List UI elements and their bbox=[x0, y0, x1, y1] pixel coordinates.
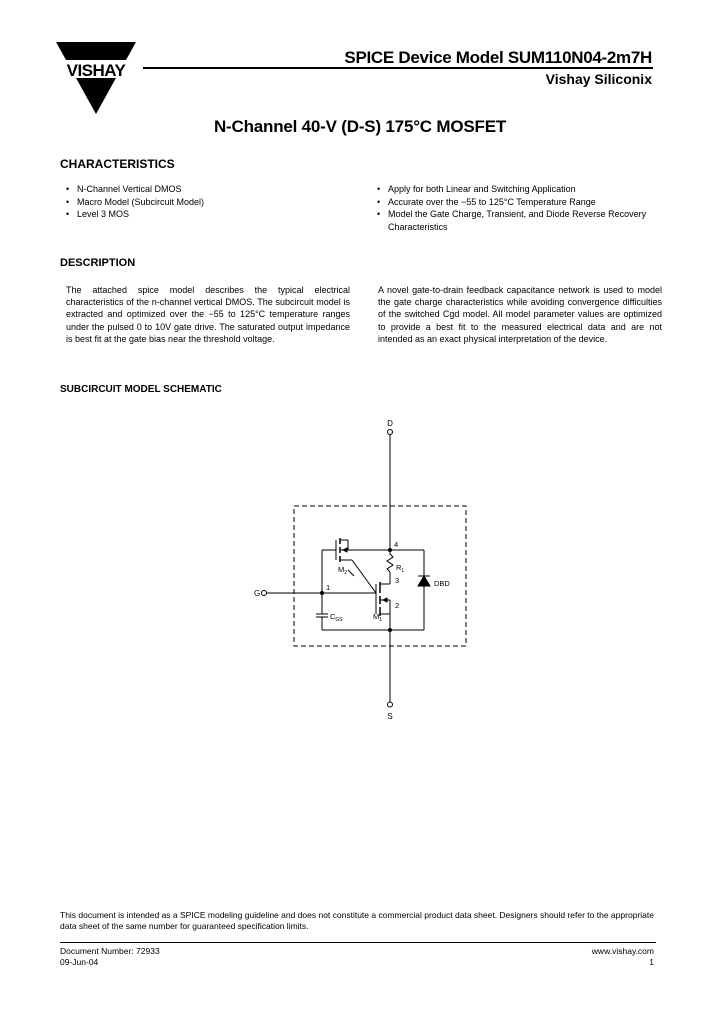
brand-text: VISHAY bbox=[66, 61, 126, 80]
list-item: • Accurate over the −55 to 125°C Temperature Range bbox=[377, 196, 659, 209]
main-title: N-Channel 40-V (D-S) 175°C MOSFET bbox=[213, 117, 507, 136]
list-item: • Apply for both Linear and Switching Application bbox=[377, 183, 659, 196]
list-item: • Macro Model (Subcircuit Model) bbox=[66, 196, 326, 209]
list-item: • N-Channel Vertical DMOS bbox=[66, 183, 326, 196]
gate-label: G bbox=[254, 589, 261, 598]
resistor-r1 bbox=[387, 554, 393, 572]
characteristics-heading: CHARACTERISTICS bbox=[60, 157, 175, 171]
description-left: The attached spice model describes the typical electrical characteristics of the n-channel vertical DMOS. The subcircuit model is extracted and optimized over the −55 to 125°C temperature ranges under the pulsed 0 to 10V gate drive. The saturated output impedance is best fit at the gate bias near the threshold voltage. bbox=[66, 285, 350, 344]
website-link[interactable]: www.vishay.com bbox=[591, 946, 654, 956]
subcircuit-schematic bbox=[240, 418, 500, 728]
m2-label: $M_2$ bbox=[338, 565, 348, 576]
footer-rule bbox=[60, 942, 656, 943]
company-name: Vishay Siliconix bbox=[545, 71, 652, 87]
node-3-label: 3 bbox=[395, 576, 400, 585]
document-date: 09-Jun-04 bbox=[60, 957, 99, 967]
m1-label: $M_1$ bbox=[373, 612, 383, 623]
node-1-label: 1 bbox=[326, 583, 331, 592]
dbd-label: DBD bbox=[434, 579, 450, 588]
list-item: • Model the Gate Charge, Transient, and Diode Reverse Recovery Characteristics bbox=[377, 208, 659, 233]
footer-note: This document is intended as a SPICE modeling guideline and does not constitute a commercial product data sheet. Designers should refer to the appropriate data sheet of the same number for guaranteed specification limits. bbox=[60, 910, 654, 931]
doc-title: SPICE Device Model SUM110N04-2m7H bbox=[344, 48, 652, 67]
gate-terminal bbox=[262, 591, 267, 596]
node-4-label: 4 bbox=[394, 540, 399, 549]
r1-label: $R_1$ bbox=[396, 563, 405, 574]
header-rule bbox=[143, 67, 653, 69]
drain-label: D bbox=[387, 419, 393, 428]
node-2-label: 2 bbox=[395, 601, 400, 610]
description-right: A novel gate-to-drain feedback capacitance network is used to model the gate charge characteristics while avoiding convergence difficulties of the switched Cgd model. All model parameter values are optimized to provide a best fit to the measured electrical data and are not intended as an exact physical interpretation of the device. bbox=[378, 285, 662, 344]
description-heading: DESCRIPTION bbox=[60, 257, 136, 269]
subcircuit-boundary bbox=[294, 506, 466, 646]
cgs-label: $C_{GS}$ bbox=[330, 612, 343, 623]
drain-terminal bbox=[388, 430, 393, 435]
source-terminal bbox=[388, 702, 393, 707]
schematic-heading: SUBCIRCUIT MODEL SCHEMATIC bbox=[60, 384, 222, 395]
diode-dbd bbox=[418, 576, 430, 586]
list-item: • Level 3 MOS bbox=[66, 208, 326, 221]
vishay-logo bbox=[56, 42, 136, 114]
document-number: Document Number: 72933 bbox=[60, 946, 160, 956]
characteristics-list-left bbox=[66, 183, 326, 221]
page-number: 1 bbox=[649, 957, 654, 967]
source-label: S bbox=[387, 712, 393, 721]
characteristics-list-right bbox=[377, 183, 659, 233]
